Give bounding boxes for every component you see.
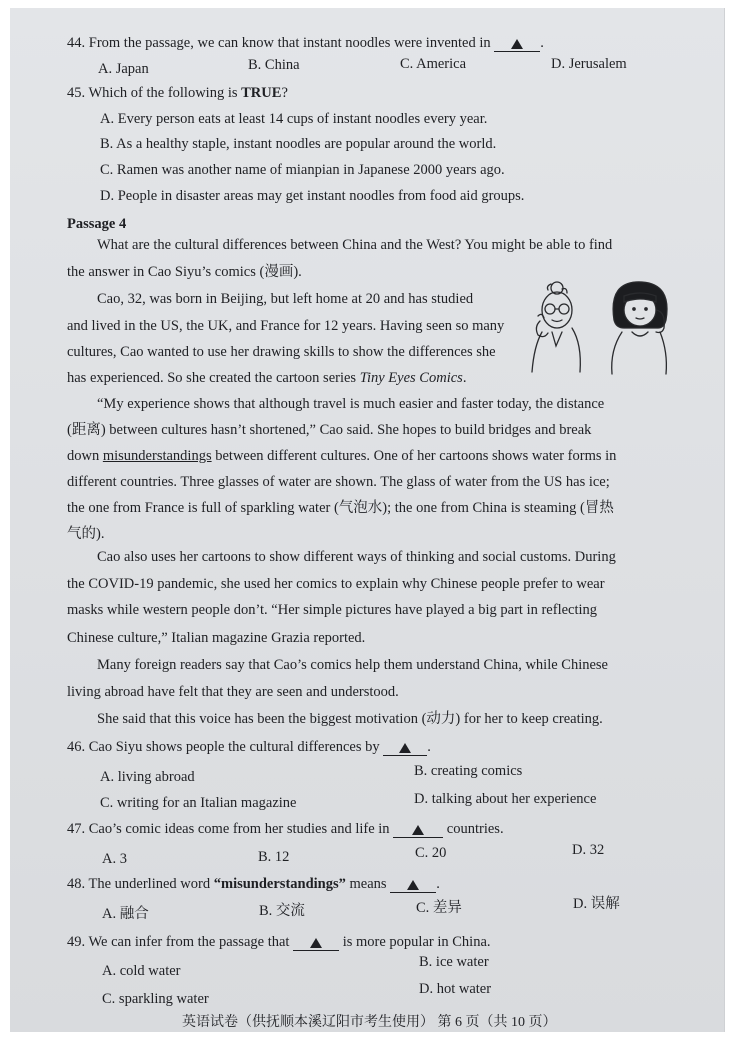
option-b: B. As a healthy staple, instant noodles are popular around the world. bbox=[100, 136, 497, 152]
question-46 bbox=[67, 738, 431, 756]
answer-blank[interactable] bbox=[293, 938, 339, 951]
triangle-icon bbox=[412, 825, 424, 835]
page-footer: 英语试卷（供抚顺本溪辽阳市考生使用） 第 6 页（共 10 页） bbox=[182, 1015, 557, 1030]
question-48 bbox=[67, 875, 440, 893]
passage-text: down bbox=[67, 448, 100, 464]
passage-text: . bbox=[462, 370, 467, 386]
passage-line: cultures, Cao wanted to use her drawing skills to show the differences she bbox=[67, 344, 496, 360]
question-text: Cao’s comic ideas come from her studies and life in bbox=[88, 821, 390, 837]
question-bold: TRUE bbox=[241, 85, 282, 101]
option-d: D. People in disaster areas may get instant noodles from food aid groups. bbox=[100, 188, 525, 204]
question-49 bbox=[67, 933, 491, 951]
triangle-icon bbox=[310, 938, 322, 948]
question-text: From the passage, we can know that instant noodles were invented in bbox=[88, 35, 491, 51]
passage-line: She said that this voice has been the biggest motivation (动力) for her to keep creating. bbox=[97, 711, 603, 727]
passage-line bbox=[67, 369, 466, 387]
passage-line: Cao, 32, was born in Beijing, but left home at 20 and has studied bbox=[97, 291, 474, 307]
question-44 bbox=[67, 34, 544, 52]
option-a: A. Japan bbox=[98, 61, 149, 77]
triangle-icon bbox=[399, 743, 411, 753]
cartoon-illustration bbox=[528, 276, 678, 381]
question-end: . bbox=[436, 876, 440, 892]
option-a: A. Every person eats at least 14 cups of instant noodles every year. bbox=[100, 111, 488, 127]
question-text: We can infer from the passage that bbox=[88, 934, 290, 950]
question-end: is more popular in China. bbox=[342, 934, 491, 950]
passage-line: the answer in Cao Siyu’s comics (漫画). bbox=[67, 264, 302, 280]
passage-line: (距离) between cultures hasn’t shortened,” Cao said. She hopes to build bridges and break bbox=[67, 422, 592, 438]
answer-blank[interactable] bbox=[494, 39, 540, 52]
option-d: D. talking about her experience bbox=[414, 791, 597, 807]
option-b: B. ice water bbox=[419, 954, 489, 970]
question-text: Cao Siyu shows people the cultural differences by bbox=[88, 739, 380, 755]
question-text: The underlined word bbox=[88, 876, 211, 892]
option-c: C. 20 bbox=[415, 845, 447, 861]
passage-line: living abroad have felt that they are seen and understood. bbox=[67, 684, 399, 700]
question-number: 44. bbox=[67, 35, 86, 51]
option-c: C. America bbox=[400, 56, 467, 72]
question-end: . bbox=[427, 739, 431, 755]
passage-line: masks while western people don’t. “Her simple pictures have played a big part in reflecting bbox=[67, 602, 598, 618]
passage-line: What are the cultural differences between China and the West? You might be able to find bbox=[97, 237, 613, 253]
question-end: ? bbox=[281, 85, 288, 101]
passage-text: has experienced. So she created the cartoon series bbox=[67, 370, 357, 386]
option-c: C. writing for an Italian magazine bbox=[100, 795, 297, 811]
option-a: A. cold water bbox=[102, 963, 181, 979]
option-d: D. hot water bbox=[419, 981, 492, 997]
option-b: B. China bbox=[248, 57, 300, 73]
option-a: A. 融合 bbox=[102, 906, 149, 922]
question-number: 49. bbox=[67, 934, 86, 950]
answer-blank[interactable] bbox=[393, 825, 443, 838]
passage-line: Cao also uses her cartoons to show different ways of thinking and social customs. During bbox=[97, 549, 616, 565]
option-d: D. Jerusalem bbox=[551, 56, 627, 72]
passage-line: “My experience shows that although travel is much easier and faster today, the distance bbox=[97, 396, 605, 412]
question-number: 47. bbox=[67, 821, 86, 837]
question-end: countries. bbox=[446, 821, 504, 837]
option-b: B. 12 bbox=[258, 849, 290, 865]
passage-line: Chinese culture,” Italian magazine Grazia reported. bbox=[67, 630, 366, 646]
question-number: 45. bbox=[67, 85, 86, 101]
passage-line: and lived in the US, the UK, and France for 12 years. Having seen so many bbox=[67, 318, 505, 334]
option-a: A. living abroad bbox=[100, 769, 195, 785]
question-number: 46. bbox=[67, 739, 86, 755]
option-c: C. 差异 bbox=[416, 900, 462, 916]
option-c: C. sparkling water bbox=[102, 991, 209, 1007]
series-title: Tiny Eyes Comics bbox=[359, 370, 463, 386]
option-d: D. 32 bbox=[572, 842, 605, 858]
passage-line: 气的). bbox=[67, 526, 105, 542]
option-a: A. 3 bbox=[102, 851, 127, 867]
passage-text: between different cultures. One of her cartoons shows water forms in bbox=[215, 448, 617, 464]
option-c: C. Ramen was another name of mianpian in Japanese 2000 years ago. bbox=[100, 162, 505, 178]
answer-blank[interactable] bbox=[390, 880, 436, 893]
question-number: 48. bbox=[67, 876, 86, 892]
triangle-icon bbox=[511, 39, 523, 49]
passage-line: different countries. Three glasses of water are shown. The glass of water from the US has ice; bbox=[67, 474, 610, 490]
underlined-word: misunderstandings bbox=[102, 448, 212, 464]
passage-line: the COVID-19 pandemic, she used her comics to explain why Chinese people prefer to wear bbox=[67, 576, 605, 592]
question-text: means bbox=[349, 876, 387, 892]
question-45 bbox=[67, 84, 288, 102]
option-b: B. 交流 bbox=[259, 903, 305, 919]
question-text: Which of the following is bbox=[88, 85, 238, 101]
triangle-icon bbox=[407, 880, 419, 890]
passage-line bbox=[67, 447, 616, 465]
question-bold: “misunderstandings” bbox=[213, 876, 346, 892]
passage-line: Many foreign readers say that Cao’s comics help them understand China, while Chinese bbox=[97, 657, 608, 673]
option-b: B. creating comics bbox=[414, 763, 523, 779]
passage-title: Passage 4 bbox=[67, 216, 127, 232]
passage-line: the one from France is full of sparkling water (气泡水); the one from China is steaming (冒热 bbox=[67, 500, 614, 516]
question-end: . bbox=[540, 35, 544, 51]
question-47 bbox=[67, 820, 504, 838]
option-d: D. 误解 bbox=[573, 896, 620, 912]
exam-page bbox=[10, 8, 725, 1032]
answer-blank[interactable] bbox=[383, 743, 427, 756]
